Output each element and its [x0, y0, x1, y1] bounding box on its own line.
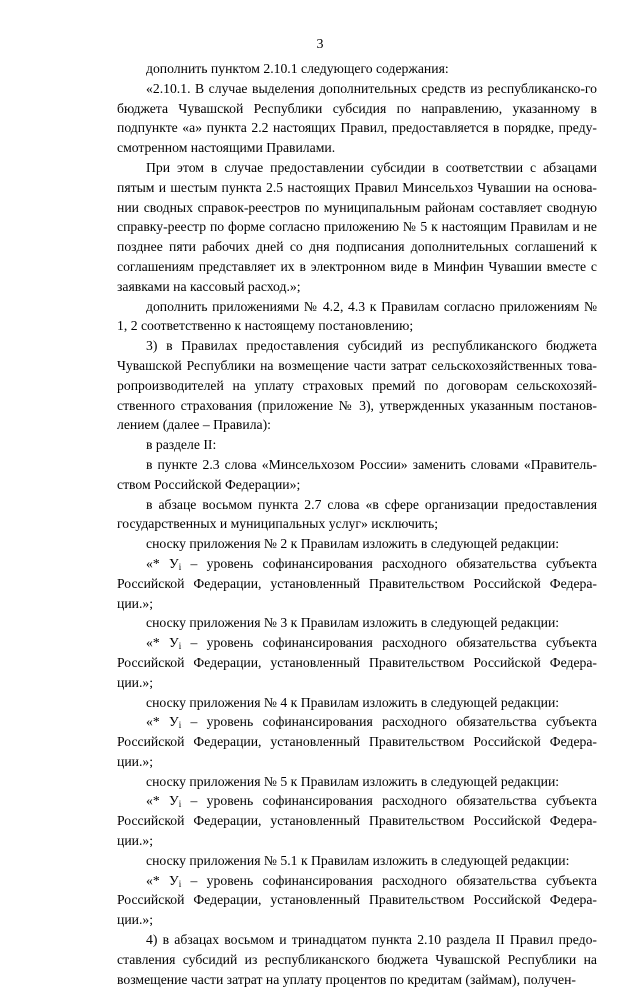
footnote-subscript: i — [178, 799, 182, 810]
paragraph: дополнить приложениями № 4.2, 4.3 к Правилам согласно приложениям № 1, 2 соответственно к настоящему постановлению; — [117, 298, 597, 334]
paragraph: сноску приложения № 5.1 к Правилам изложить в следующей редакции: — [146, 852, 570, 868]
footnote-prefix: «* У — [146, 635, 179, 651]
paragraph: сноску приложения № 2 к Правилам изложить в следующей редакции: — [146, 536, 560, 552]
paragraph: При этом в случае предоставлении субсидии в соответствии с абзацами пятым и шестым пункта 2.5 настоящих Правил Минсельхоз Чувашии на основа-нии сводных справок-реестров по муниципальным районам составляет сводную справку-реестр по форме согласно приложению № 5 к настоящим Правилам и не позднее пяти рабочих дней со дня подписания дополнительных соглашений к соглашениям представляет их в электронном виде в Минфин Чувашии вместе с заявками на кассовый расход.»; — [117, 159, 597, 294]
footnote-text-paragraph — [117, 791, 597, 850]
footnote-prefix: «* У — [146, 793, 179, 809]
footnote-text-paragraph — [117, 871, 597, 930]
footnote-rest: – уровень софинансирования расходного обязательства субъекта Российской Федерации, установленный Правительством Российской Федера-ции.»; — [117, 793, 597, 849]
footnote-rest: – уровень софинансирования расходного обязательства субъекта Российской Федерации, установленный Правительством Российской Федера-ции.»; — [117, 872, 597, 928]
paragraph: сноску приложения № 4 к Правилам изложить в следующей редакции: — [146, 694, 560, 710]
footnote-text-paragraph — [117, 554, 597, 613]
paragraph: в абзаце восьмом пункта 2.7 слова «в сфере организации предоставления государственных и муниципальных услуг» исключить; — [117, 496, 597, 532]
paragraph: дополнить пунктом 2.10.1 следующего содержания: — [146, 61, 449, 76]
footnote-text-paragraph — [117, 633, 597, 692]
paragraph: сноску приложения № 5 к Правилам изложить в следующей редакции: — [146, 773, 560, 789]
paragraph: в пункте 2.3 слова «Минсельхозом России» заменить словами «Правитель-ством Российской Федерации»; — [117, 456, 597, 492]
footnote-text-paragraph — [117, 712, 597, 771]
paragraph: «2.10.1. В случае выделения дополнительных средств из республиканско-го бюджета Чувашской Республики субсидия по направлению, указанному в подпункте «а» пункта 2.2 настоящих Правил, предоставляется в порядке, преду-смотренном настоящими Правилами. — [117, 80, 597, 156]
footnote-prefix: «* У — [146, 872, 179, 888]
paragraph: в разделе II: — [146, 437, 217, 453]
document-body — [117, 59, 597, 989]
paragraph: 4) в абзацах восьмом и тринадцатом пункта 2.10 раздела II Правил предо-ставления субсидий из республиканского бюджета Чувашской Республики на возмещение части затрат на уплату процентов по кредитам (займам), получен- — [117, 932, 597, 987]
footnote-rest: – уровень софинансирования расходного обязательства субъекта Российской Федерации, установленный Правительством Российской Федера-ции.»; — [117, 714, 597, 769]
paragraph: 3) в Правилах предоставления субсидий из республиканского бюджета Чувашской Республики на возмещение части затрат сельскохозяйственных това-ропроизводителей на уплату страховых премий по договорам сельскохозяй-ственного страхования (приложение № 3), утвержденных указанным постанов-лением (далее – Правила): — [117, 338, 597, 433]
footnote-rest: – уровень софинансирования расходного обязательства субъекта Российской Федерации, установленный Правительством Российской Федера-ции.»; — [117, 555, 597, 611]
footnote-subscript: i — [178, 878, 182, 889]
paragraph: сноску приложения № 3 к Правилам изложить в следующей редакции: — [146, 615, 560, 631]
footnote-prefix: «* У — [146, 555, 179, 571]
footnote-subscript: i — [178, 720, 182, 731]
footnote-subscript: i — [178, 641, 182, 652]
footnote-prefix: «* У — [146, 714, 179, 730]
footnote-subscript: i — [178, 561, 182, 572]
page-number: 3 — [316, 37, 324, 52]
footnote-rest: – уровень софинансирования расходного обязательства субъекта Российской Федерации, установленный Правительством Российской Федера-ции.»; — [117, 635, 597, 690]
